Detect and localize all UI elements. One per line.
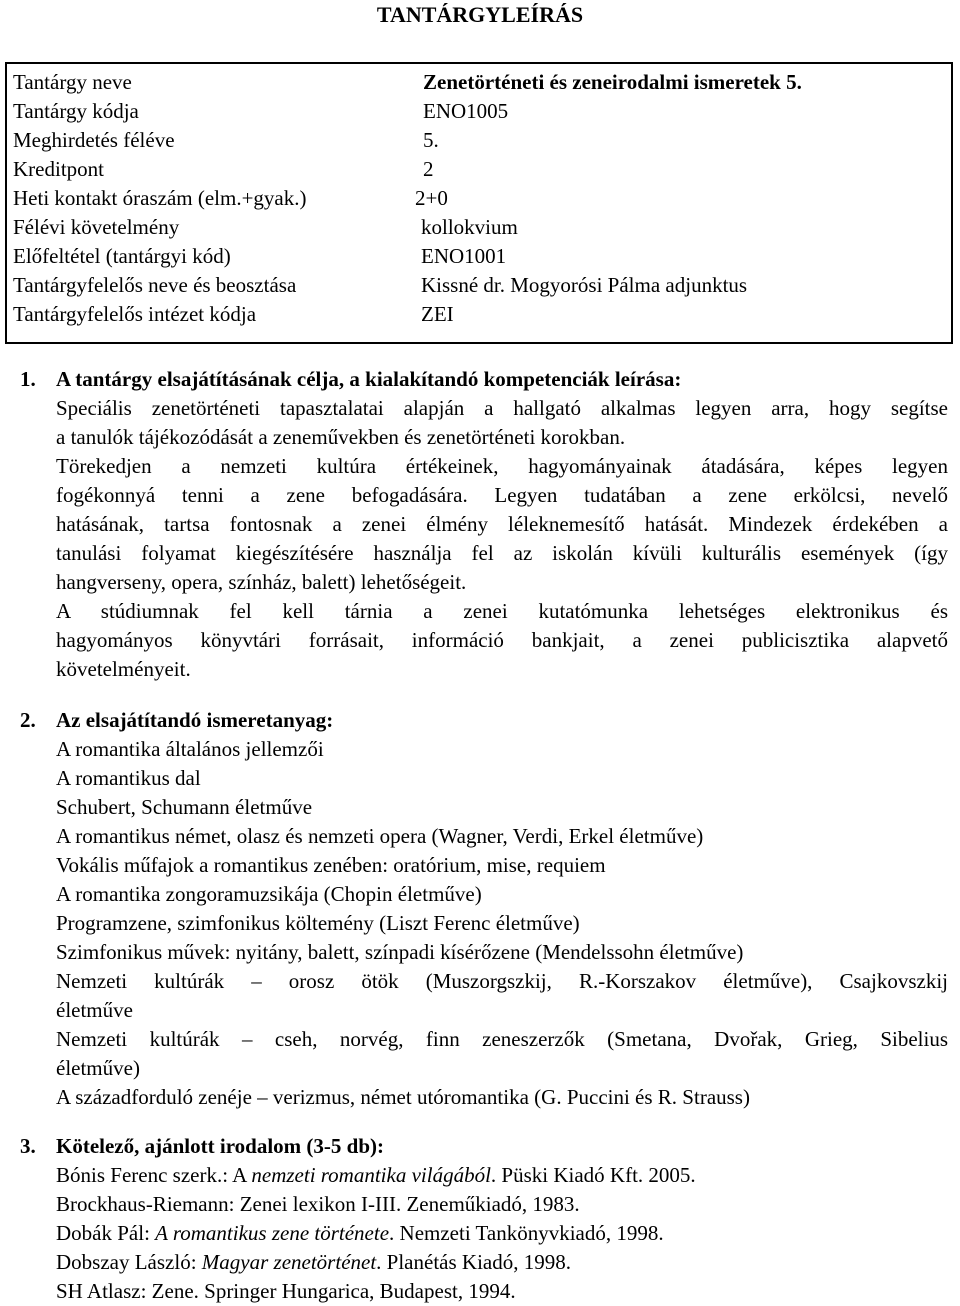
info-row-prerequisite (7, 242, 951, 271)
list-item: Nemzeti kultúrák – cseh, norvég, finn zeneszerzők (Smetana, Dvořak, Grieg, Sibelius (56, 1027, 948, 1051)
info-row-contact-hours (7, 184, 951, 213)
list-item: Schubert, Schumann életműve (56, 795, 313, 819)
info-label: Kreditpont (13, 157, 104, 181)
info-row-course-code (7, 97, 951, 126)
list-item: A romantikus dal (56, 766, 201, 790)
section-heading (20, 706, 948, 735)
reference-item: Brockhaus-Riemann: Zenei lexikon I-III. Zeneműkiadó, 1983. (56, 1192, 580, 1216)
info-label: Tantárgy kódja (13, 99, 139, 123)
list-item: Nemzeti kultúrák – orosz ötök (Muszorgszkij, R.-Korszakov életműve), Csajkovszkij (56, 969, 948, 993)
info-row-institute-code (7, 300, 951, 329)
info-value: ENO1005 (423, 99, 509, 123)
info-value: 2+0 (415, 186, 448, 210)
info-label: Meghirdetés féléve (13, 128, 175, 152)
section-literature (20, 1132, 948, 1306)
section-heading (20, 365, 948, 394)
info-row-responsible (7, 271, 951, 300)
list-item: életműve) (56, 1056, 140, 1080)
info-label: Tantárgyfelelős neve és beosztása (13, 273, 297, 297)
paragraph-line: hagyományos könyvtári forrásait, információ bankjait, a zenei publicisztika alapvető (56, 628, 948, 652)
info-label: Tantárgyfelelős intézet kódja (13, 302, 257, 326)
info-row-semester (7, 126, 951, 155)
paragraph-line: hatásának, tartsa fontosnak a zenei élmény léleknemesítő hatását. Mindezek érdekében a (56, 512, 948, 536)
section-heading (20, 1132, 948, 1161)
info-row-requirement (7, 213, 951, 242)
info-row-course-name (7, 68, 951, 97)
section-number: 1. (20, 367, 36, 391)
info-row-credits (7, 155, 951, 184)
paragraph-line: a tanulók tájékozódását a zeneművekben és zenetörténeti korokban. (56, 425, 626, 449)
list-item: A századforduló zenéje – verizmus, német utóromantika (G. Puccini és R. Strauss) (56, 1085, 750, 1109)
info-value: 2 (423, 157, 434, 181)
info-label: Heti kontakt óraszám (elm.+gyak.) (13, 186, 307, 210)
reference-item: SH Atlasz: Zene. Springer Hungarica, Budapest, 1994. (56, 1279, 516, 1303)
info-value: Zenetörténeti és zeneirodalmi ismeretek 5. (423, 70, 802, 94)
list-item: A romantikus német, olasz és nemzeti opera (Wagner, Verdi, Erkel életműve) (56, 824, 704, 848)
list-item: A romantika zongoramuzsikája (Chopin életműve) (56, 882, 482, 906)
section-curriculum (20, 706, 948, 1112)
list-item: A romantika általános jellemzői (56, 737, 324, 761)
list-item: Szimfonikus művek: nyitány, balett, színpadi kísérőzene (Mendelssohn életműve) (56, 940, 744, 964)
list-item: Programzene, szimfonikus költemény (Liszt Ferenc életműve) (56, 911, 580, 935)
section-objectives (20, 365, 948, 684)
reference-item: Bónis Ferenc szerk.: A nemzeti romantika világából. Püski Kiadó Kft. 2005. (56, 1163, 696, 1187)
info-value: kollokvium (421, 215, 518, 239)
reference-item: Dobák Pál: A romantikus zene története. Nemzeti Tankönyvkiadó, 1998. (56, 1221, 664, 1245)
info-label: Félévi követelmény (13, 215, 180, 239)
info-value: ENO1001 (421, 244, 507, 268)
info-value: ZEI (421, 302, 454, 326)
reference-item: Dobszay László: Magyar zenetörténet. Planétás Kiadó, 1998. (56, 1250, 571, 1274)
paragraph-line: követelményeit. (56, 657, 191, 681)
info-value: 5. (423, 128, 439, 152)
paragraph-line: hangverseny, opera, színház, balett) lehetőségeit. (56, 570, 467, 594)
info-label: Tantárgy neve (13, 70, 132, 94)
info-label: Előfeltétel (tantárgyi kód) (13, 244, 231, 268)
info-value: Kissné dr. Mogyorósi Pálma adjunktus (421, 273, 748, 297)
section-title: Kötelező, ajánlott irodalom (3-5 db): (56, 1134, 384, 1158)
paragraph-line: fogékonnyá tenni a zene befogadására. Legyen tudatában a zene erkölcsi, nevelő (56, 483, 948, 507)
paragraph-line: Speciális zenetörténeti tapasztalatai alapján a hallgató alkalmas legyen arra, hogy segítse (56, 396, 948, 420)
paragraph-line: A stúdiumnak fel kell tárnia a zenei kutatómunka lehetséges elektronikus és (56, 599, 948, 623)
page-title: TANTÁRGYLEÍRÁS (376, 2, 584, 27)
list-item: Vokális műfajok a romantikus zenében: oratórium, mise, requiem (56, 853, 606, 877)
list-item: életműve (56, 998, 133, 1022)
paragraph-line: Törekedjen a nemzeti kultúra értékeinek, hagyományainak átadására, képes legyen (56, 454, 948, 478)
section-number: 3. (20, 1134, 36, 1158)
section-title: Az elsajátítandó ismeretanyag: (56, 708, 334, 732)
course-info-table (5, 62, 953, 344)
section-title: A tantárgy elsajátításának célja, a kialakítandó kompetenciák leírása: (56, 367, 682, 391)
section-number: 2. (20, 708, 36, 732)
paragraph-line: tanulási folyamat kiegészítésére használja fel az iskolán kívüli kulturális események (így (56, 541, 948, 565)
